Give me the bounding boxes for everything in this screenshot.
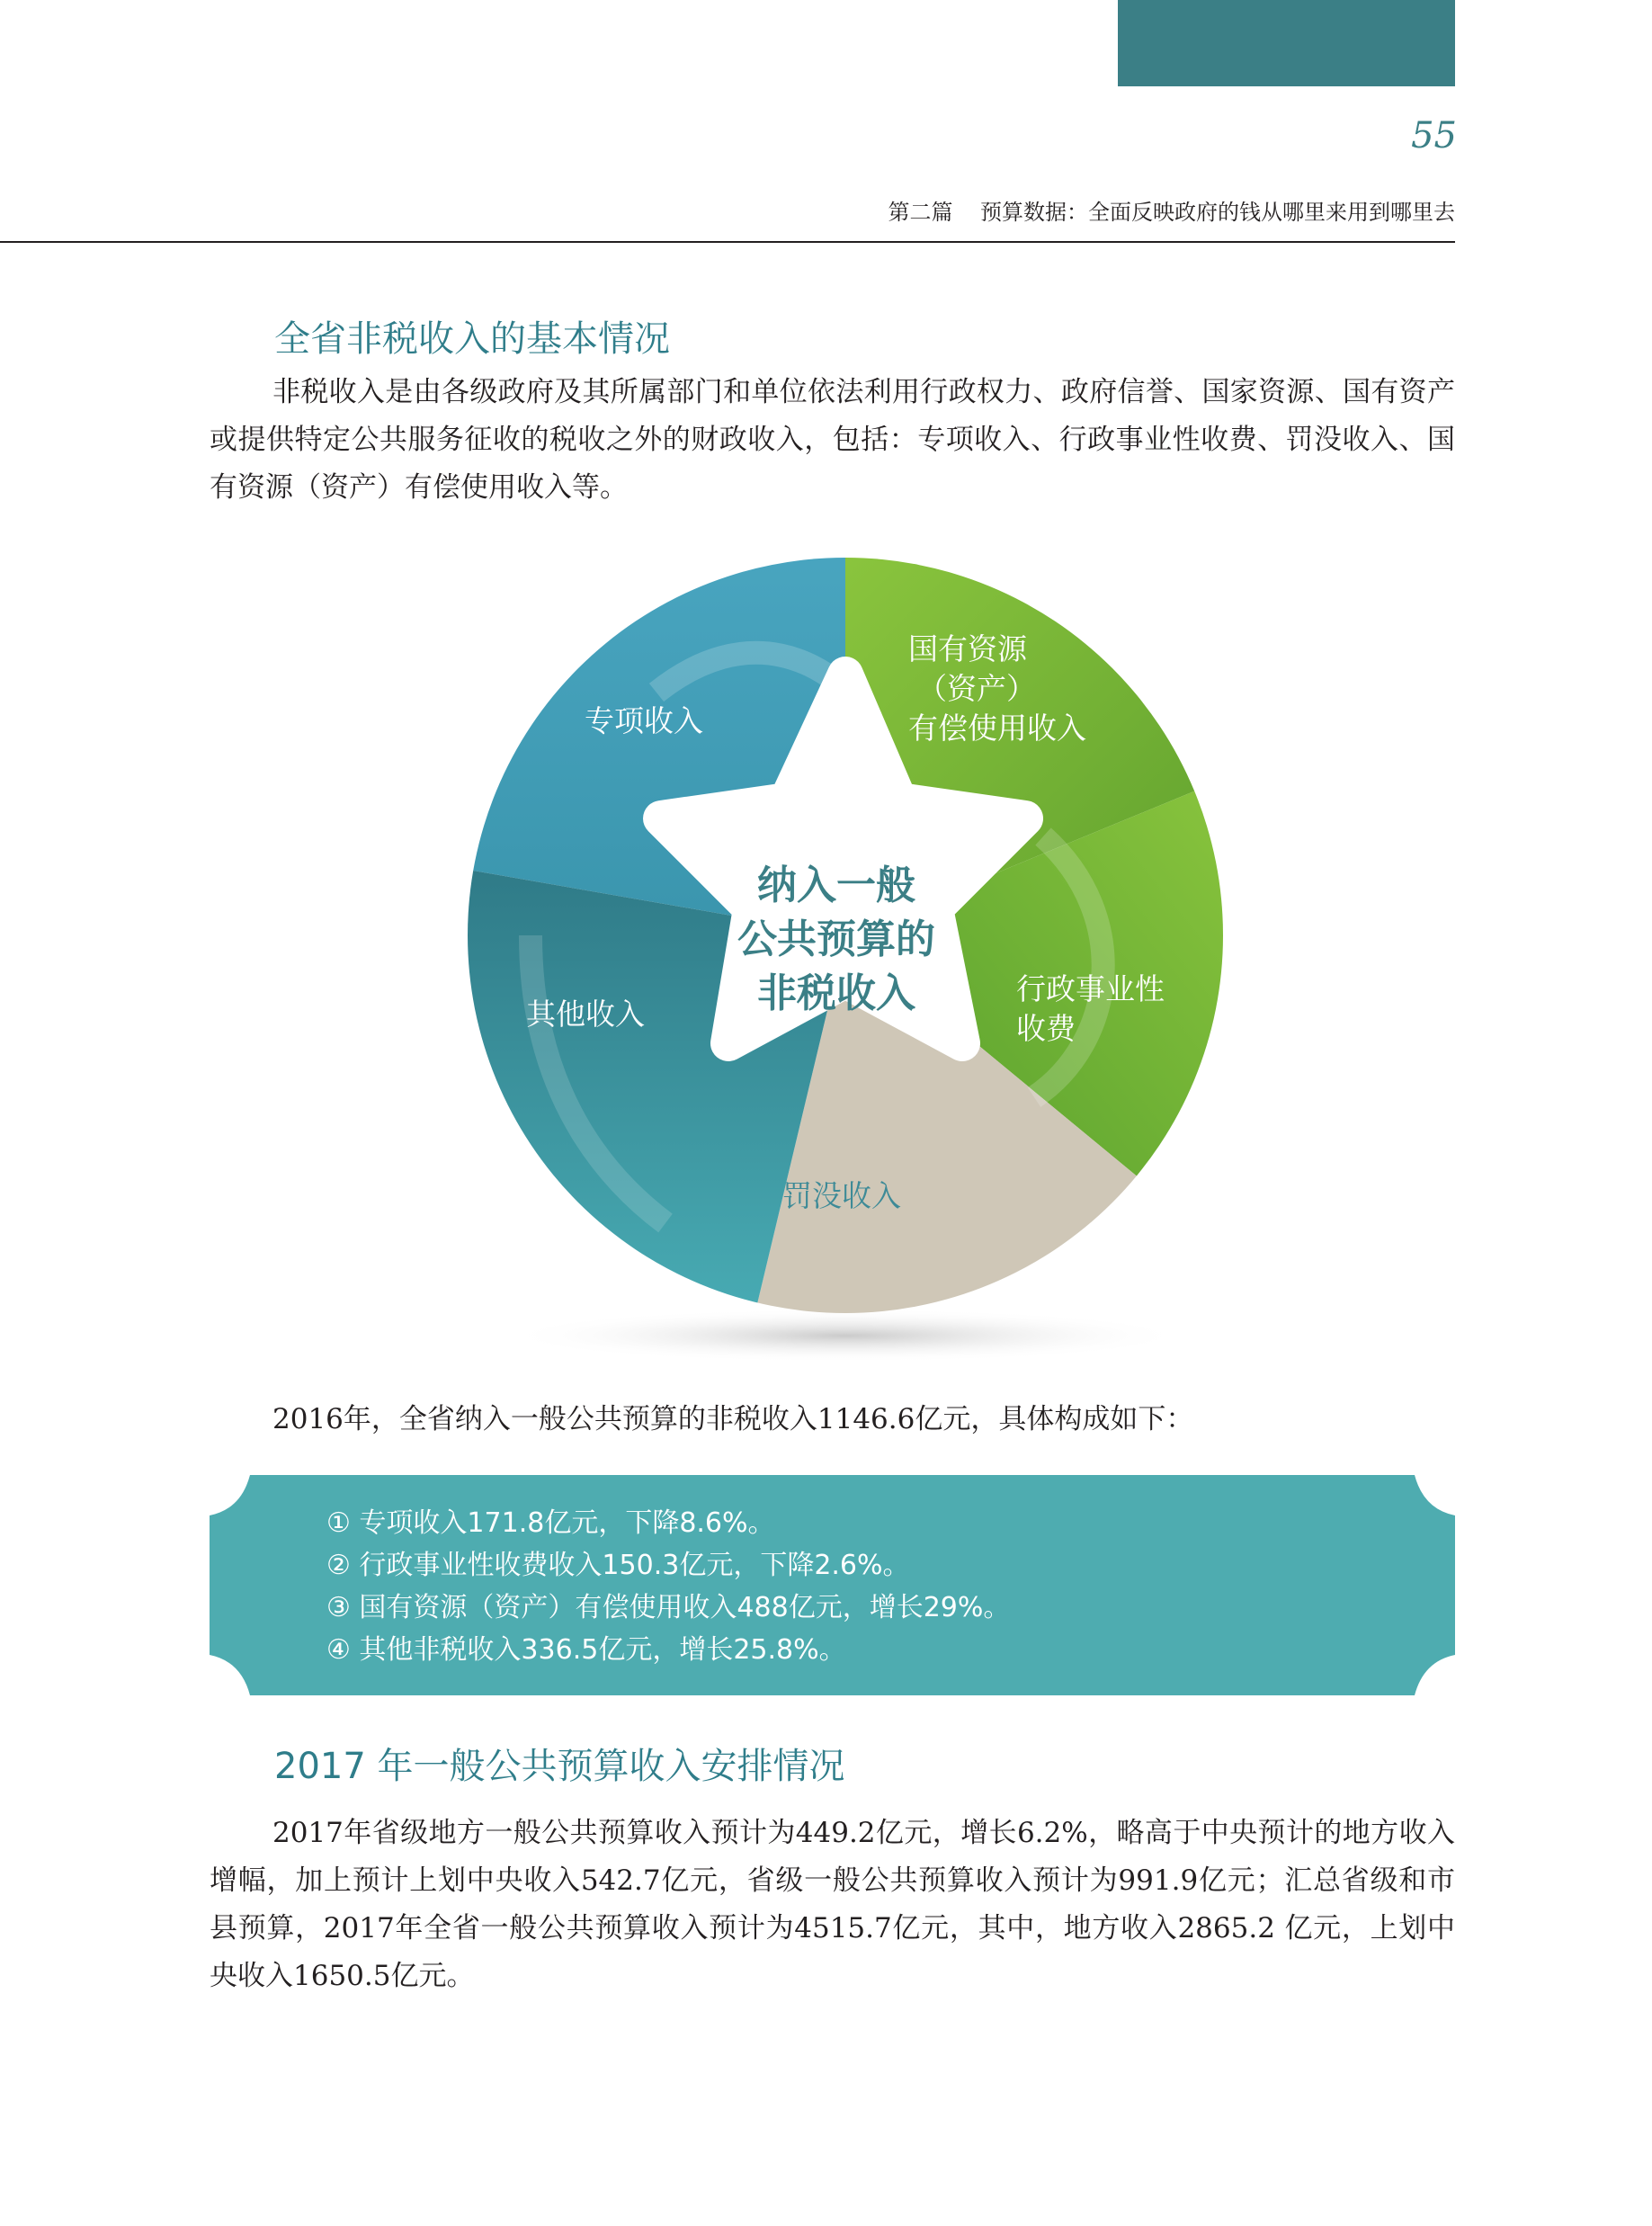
label-fines-income: 罚没收入 [782,1178,901,1213]
running-header: 第二篇 预算数据：全面反映政府的钱从哪里来用到哪里去 [888,200,1455,225]
label-state-assets-line3: 有偿使用收入 [908,711,1086,746]
label-other-income: 其他收入 [526,997,645,1032]
center-label-line2: 公共预算的 [737,916,935,962]
label-special-income: 专项收入 [585,703,703,738]
center-star-label [710,859,962,1021]
breakdown-list [326,1502,1010,1671]
section-title-nontax: 全省非税收入的基本情况 [274,318,670,360]
breakdown-item: ② 行政事业性收费收入150.3亿元，下降2.6%。 [326,1550,910,1581]
diagram-shadow [504,1309,1187,1363]
nontax-composition-diagram [450,540,1241,1367]
page-number: 55 [1411,115,1457,156]
nontax-definition-paragraph: 非税收入是由各级政府及其所属部门和单位依法利用行政权力、政府信誉、国家资源、国有资产或提供特定公共服务征收的税收之外的财政收入，包括：专项收入、行政事业性收费、罚没收入、国有资源（资产）有偿使用收入等。 [210,376,1455,504]
center-label-line3: 非税收入 [757,970,915,1016]
nontax-2016-intro: 2016年，全省纳入一般公共预算的非税收入1146.6亿元，具体构成如下： [272,1403,1194,1435]
label-state-assets-line2: （资产） [917,671,1036,706]
breakdown-item: ④ 其他非税收入336.5亿元，增长25.8%。 [326,1634,846,1666]
section-title-2017-budget: 2017 年一般公共预算收入安排情况 [274,1746,845,1787]
breakdown-item: ③ 国有资源（资产）有偿使用收入488亿元，增长29%。 [326,1592,1011,1623]
breakdown-item: ① 专项收入171.8亿元，下降8.6%。 [326,1507,775,1539]
label-admin-fees-line2: 收费 [1016,1011,1076,1046]
header-color-tab [1118,0,1455,86]
budget-2017-paragraph: 2017年省级地方一般公共预算收入预计为449.2亿元，增长6.2%，略高于中央预计的地方收入增幅，加上预计上划中央收入542.7亿元，省级一般公共预算收入预计为991.9亿元；汇总省级和市县预算，2017年全省一般公共预算收入预计为4515.7亿元，其中，地方收入2865.2 亿元，上划中央收入1650.5亿元。 [210,1817,1455,1992]
header-divider [0,241,1455,243]
label-state-assets-line1: 国有资源 [908,631,1027,666]
label-admin-fees-line1: 行政事业性 [1016,971,1165,1006]
center-label-line1: 纳入一般 [757,863,915,908]
nontax-breakdown-box [210,1475,1455,1695]
